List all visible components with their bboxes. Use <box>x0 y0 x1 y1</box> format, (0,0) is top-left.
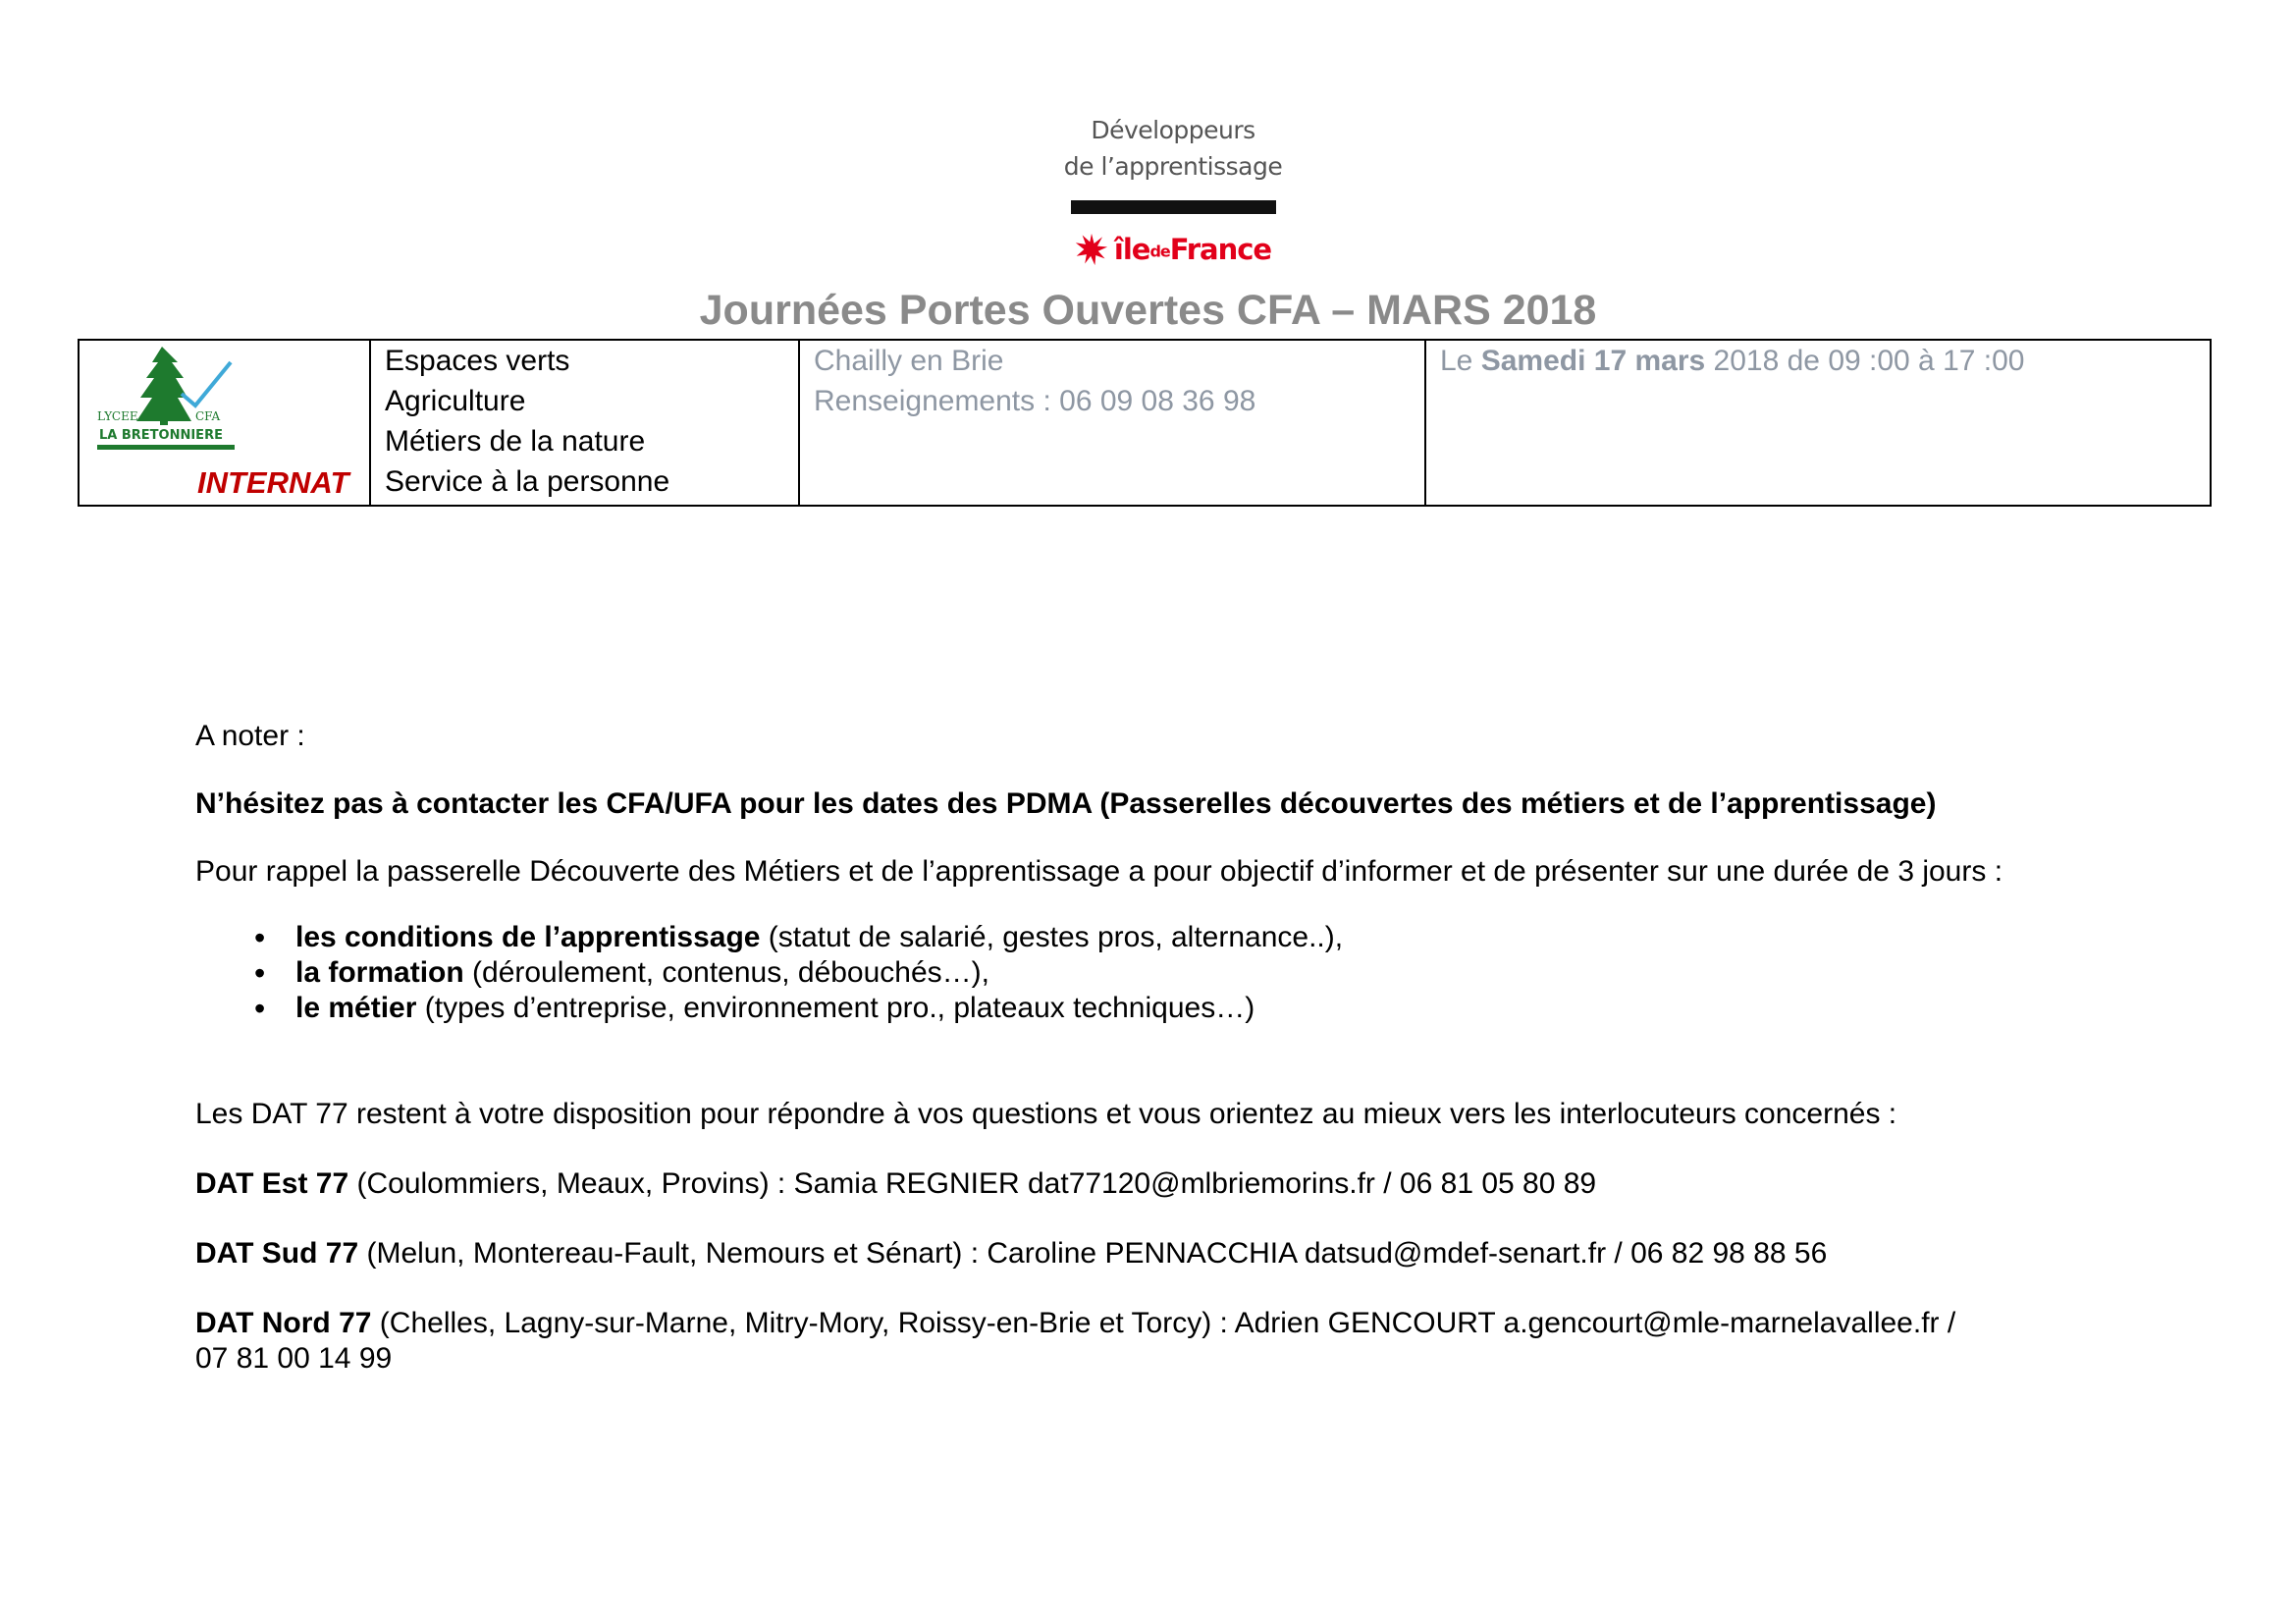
note-label: A noter : <box>195 720 305 752</box>
contact-phone: 07 81 00 14 99 <box>195 1342 393 1375</box>
date-suffix: 2018 de 09 :00 à 17 :00 <box>1705 345 2025 377</box>
ile-de-france-logo <box>1021 230 1325 269</box>
location-text: Chailly en Brie <box>814 345 1004 377</box>
phone-info: Renseignements : 06 09 08 36 98 <box>814 385 1256 417</box>
objectives-list <box>195 920 1343 1026</box>
contact-dat-sud <box>195 1236 2159 1271</box>
contact-details: (Chelles, Lagny-sur-Marne, Mitry-Mory, Roissy-en-Brie et Torcy) : Adrien GENCOURT a.gencourt@mle-marnelavallee.fr / <box>371 1307 1956 1339</box>
rappel-text: Pour rappel la passerelle Découverte des Métiers et de l’apprentissage a pour objectif d’informer et de présenter sur une durée de 3 jours : <box>195 855 2003 888</box>
contact-dat-nord <box>195 1306 2159 1377</box>
date-prefix: Le <box>1440 345 1481 377</box>
internat-label: INTERNAT <box>197 465 349 500</box>
contact-dat-est <box>195 1166 2159 1202</box>
formation-item: Service à la personne <box>385 465 670 498</box>
list-item: • la formation (déroulement, contenus, débouchés…), <box>195 955 1343 991</box>
page-title: Journées Portes Ouvertes CFA – MARS 2018 <box>699 287 1597 334</box>
location-cell <box>799 340 1425 506</box>
formation-item: Agriculture <box>385 385 526 417</box>
logo-line-1: Développeurs <box>1091 116 1255 144</box>
contact-name: DAT Est 77 <box>195 1167 349 1200</box>
star-burst-icon <box>1075 233 1108 266</box>
list-item: • les conditions de l’apprentissage (statut de salarié, gestes pros, alternance..), <box>195 920 1343 955</box>
contact-name: DAT Sud 77 <box>195 1237 359 1270</box>
developpeurs-logo <box>1021 112 1325 269</box>
date-cell <box>1425 340 2211 506</box>
pdma-heading: N’hésitez pas à contacter les CFA/UFA pour les dates des PDMA (Passerelles découvertes des métiers et de l’apprentissage) <box>195 787 1937 820</box>
idf-de: de <box>1149 242 1170 261</box>
idf-ile: île <box>1113 233 1150 266</box>
list-item: • le métier (types d’entreprise, environnement pro., plateaux techniques…) <box>195 991 1343 1026</box>
lycee-bretonniere-logo <box>93 343 240 460</box>
cfa-table <box>78 339 2212 507</box>
logo-line-2: de l’apprentissage <box>1063 152 1283 181</box>
table-row <box>79 340 2211 506</box>
logo-lycee-text: LYCEE <box>97 409 138 423</box>
formation-item: Métiers de la nature <box>385 425 646 458</box>
dat-intro: Les DAT 77 restent à votre disposition pour répondre à vos questions et vous orientez au mieux vers les interlocuteurs concernés : <box>195 1098 1897 1130</box>
contact-name: DAT Nord 77 <box>195 1307 372 1339</box>
logo-cell <box>79 340 370 506</box>
formations-cell <box>370 340 799 506</box>
formation-item: Espaces verts <box>385 345 570 377</box>
contact-details: (Coulommiers, Meaux, Provins) : Samia REGNIER dat77120@mlbriemorins.fr / 06 81 05 80 89 <box>348 1167 1597 1200</box>
logo-name-text: LA BRETONNIERE <box>99 428 223 443</box>
logo-divider <box>1071 200 1276 214</box>
idf-france: France <box>1169 233 1272 266</box>
contact-details: (Melun, Montereau-Fault, Nemours et Sénart) : Caroline PENNACCHIA datsud@mdef-senart.fr / 06 82 98 88 56 <box>358 1237 1828 1270</box>
date-day: Samedi 17 mars <box>1480 345 1706 377</box>
logo-cfa-text: CFA <box>195 409 221 423</box>
